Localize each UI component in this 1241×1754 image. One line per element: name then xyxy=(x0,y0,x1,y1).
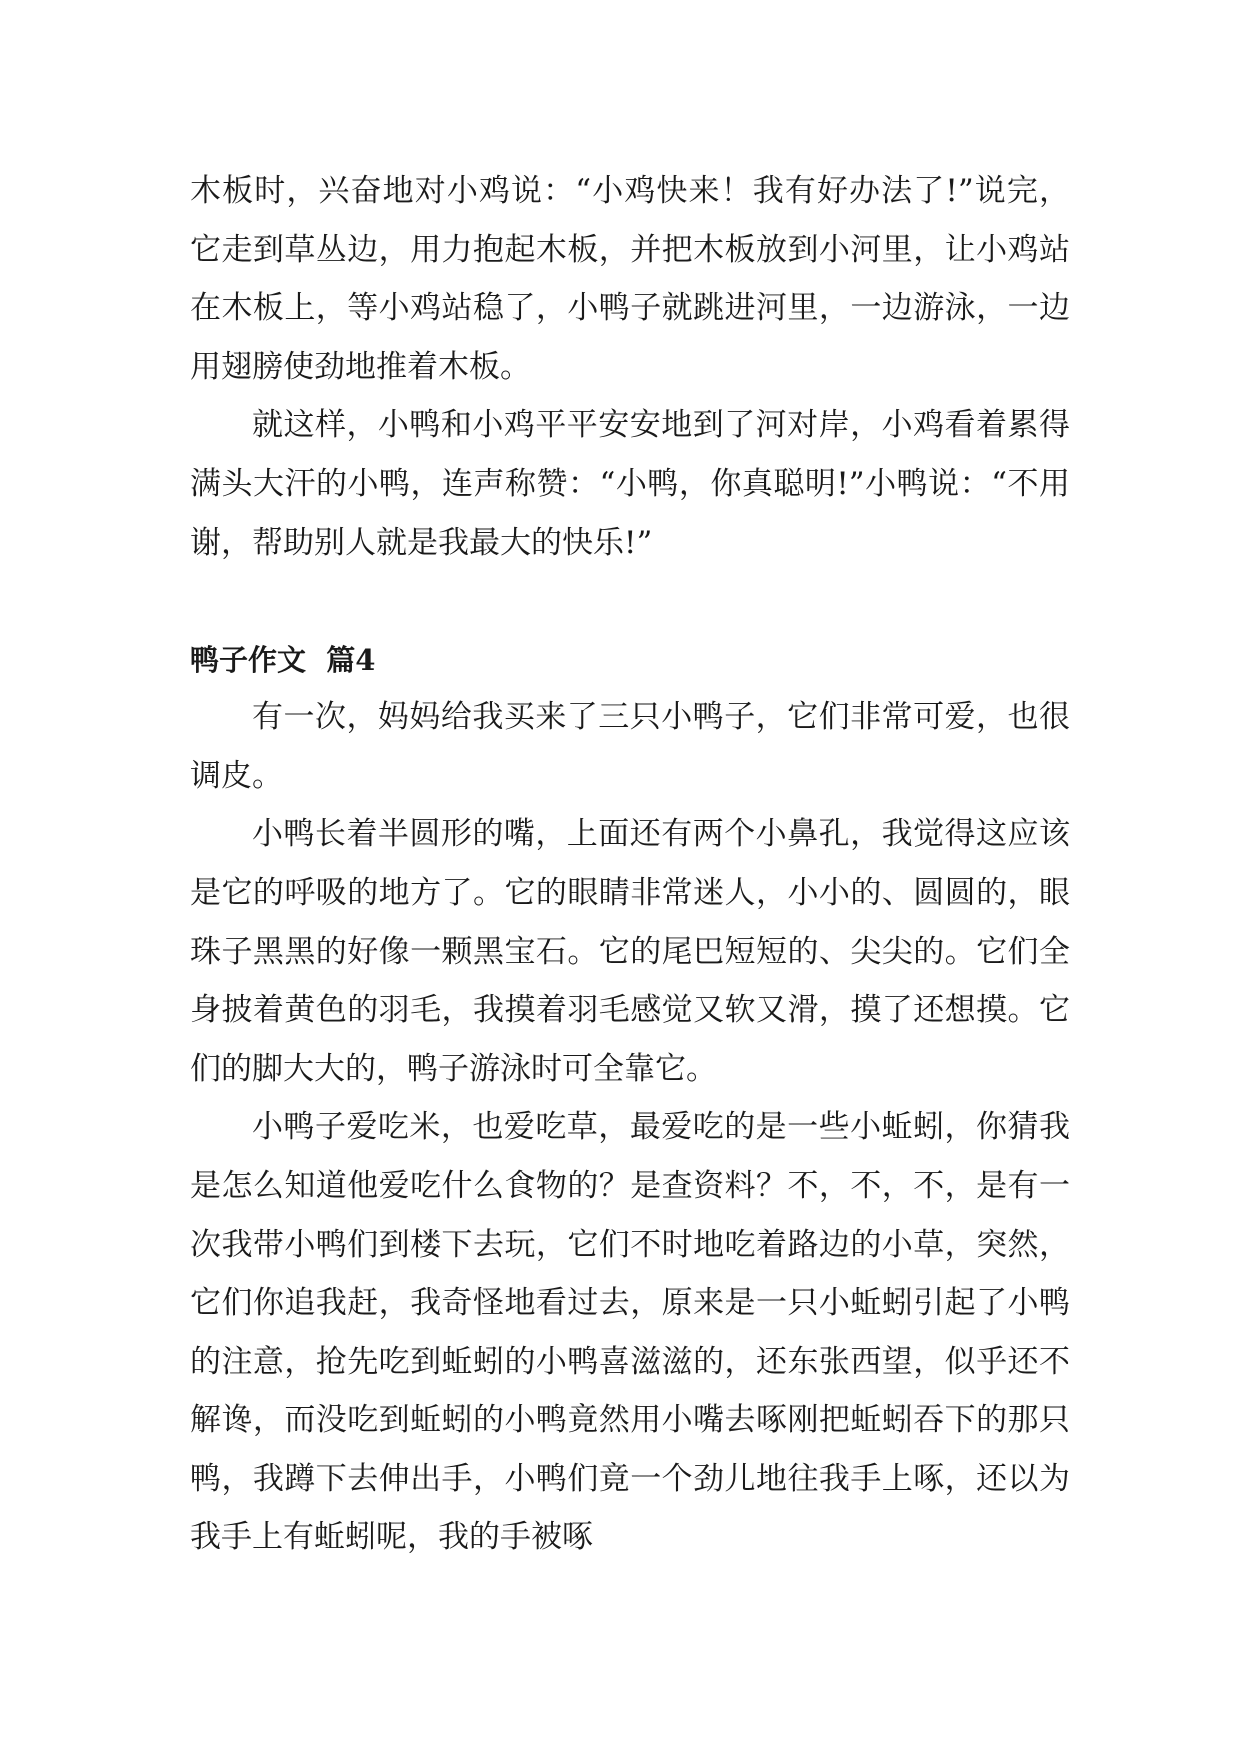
section-title: 鸭子作文 篇4 xyxy=(190,643,376,678)
paragraph: 有一次，妈妈给我买来了三只小鸭子，它们非常可爱，也很调皮。 xyxy=(190,699,1070,794)
document-body xyxy=(190,162,1070,1567)
paragraph: 小鸭子爱吃米，也爱吃草，最爱吃的是一些小蚯蚓，你猜我是怎么知道他爱吃什么食物的？是查资料？不，不，不，是有一次我带小鸭们到楼下去玩，它们不时地吃着路边的小草，突然，它们你追我赶，我奇怪地看过去，原来是一只小蚯蚓引起了小鸭的注意，抢先吃到蚯蚓的小鸭喜滋滋的，还东张西望，似乎还不解谗，而没吃到蚯蚓的小鸭竟然用小嘴去啄刚把蚯蚓吞下的那只鸭，我蹲下去伸出手，小鸭们竟一个劲儿地往我手上啄，还以为我手上有蚯蚓呢，我的手被啄 xyxy=(190,1109,1070,1556)
paragraph: 小鸭长着半圆形的嘴，上面还有两个小鼻孔，我觉得这应该是它的呼吸的地方了。它的眼睛非常迷人，小小的、圆圆的，眼珠子黑黑的好像一颗黑宝石。它的尾巴短短的、尖尖的。它们全身披着黄色的羽毛，我摸着羽毛感觉又软又滑，摸了还想摸。它们的脚大大的，鸭子游泳时可全靠它。 xyxy=(190,816,1070,1087)
paragraph: 就这样，小鸭和小鸡平平安安地到了河对岸，小鸡看着累得满头大汗的小鸭，连声称赞：“小鸭，你真聪明!”小鸭说：“不用谢，帮助别人就是我最大的快乐!” xyxy=(190,407,1070,561)
paragraph: 木板时，兴奋地对小鸡说：“小鸡快来！我有好办法了!”说完，它走到草丛边，用力抱起木板，并把木板放到小河里，让小鸡站在木板上，等小鸡站稳了，小鸭子就跳进河里，一边游泳，一边用翅膀使劲地推着木板。 xyxy=(190,173,1070,385)
